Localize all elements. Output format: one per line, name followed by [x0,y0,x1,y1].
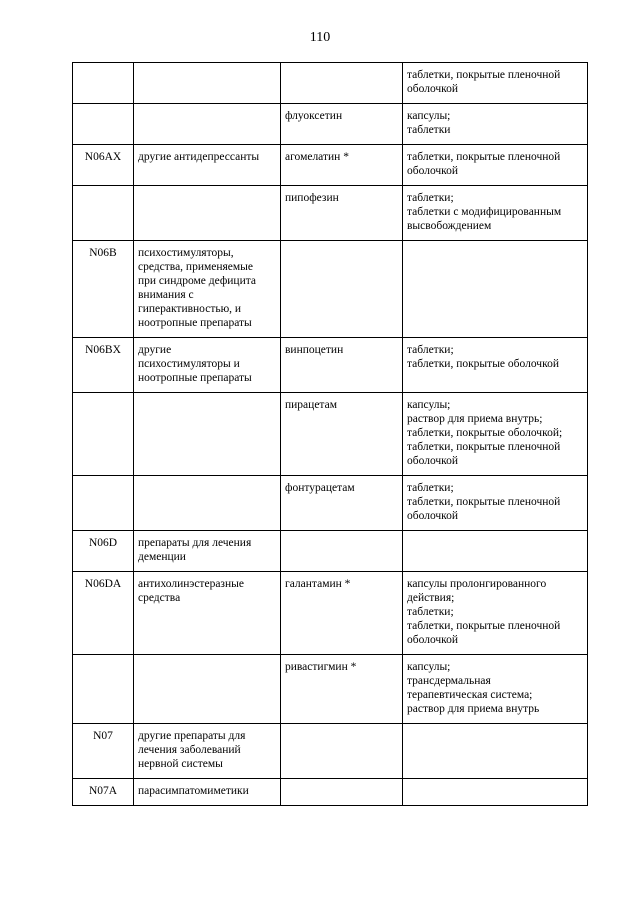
atc-code-cell [73,63,134,104]
atc-code-cell: N06BX [73,338,134,393]
table-row [73,145,588,186]
group-cell: парасимпатомиметики [134,779,281,806]
group-cell: другие препараты для лечения заболеваний нервной системы [134,724,281,779]
dosage-form-cell: таблетки; таблетки, покрытые оболочкой [403,338,588,393]
table-row [73,241,588,338]
group-cell: психостимуляторы, средства, применяемые при синдроме дефицита внимания с гиперактивностью, и ноотропные препараты [134,241,281,338]
dosage-form-cell [403,779,588,806]
group-cell [134,655,281,724]
table-row [73,531,588,572]
drug-name-cell: галантамин * [281,572,403,655]
drug-name-cell [281,779,403,806]
atc-code-cell: N06B [73,241,134,338]
atc-code-cell: N06D [73,531,134,572]
dosage-form-cell: таблетки; таблетки с модифицированным высвобождением [403,186,588,241]
group-cell: другие антидепрессанты [134,145,281,186]
drug-name-cell: агомелатин * [281,145,403,186]
dosage-form-cell: таблетки, покрытые пленочной оболочкой [403,145,588,186]
group-cell [134,393,281,476]
group-cell [134,104,281,145]
atc-code-cell: N06AX [73,145,134,186]
drug-name-cell: пипофезин [281,186,403,241]
drug-name-cell [281,531,403,572]
dosage-form-cell: капсулы; таблетки [403,104,588,145]
table-row [73,779,588,806]
atc-code-cell [73,104,134,145]
table-row [73,338,588,393]
dosage-form-cell: капсулы; трансдермальная терапевтическая система; раствор для приема внутрь [403,655,588,724]
drug-name-cell: винпоцетин [281,338,403,393]
atc-code-cell: N06DA [73,572,134,655]
table-row [73,393,588,476]
atc-code-cell [73,476,134,531]
page-number: 110 [309,30,331,45]
table-row [73,104,588,145]
drug-name-cell: фонтурацетам [281,476,403,531]
drug-name-cell [281,63,403,104]
table-row [73,572,588,655]
atc-code-cell: N07 [73,724,134,779]
drug-table [72,62,588,806]
group-cell: препараты для лечения деменции [134,531,281,572]
table-row [73,655,588,724]
drug-name-cell: ривастигмин * [281,655,403,724]
group-cell [134,63,281,104]
atc-code-cell [73,186,134,241]
group-cell [134,476,281,531]
table-row [73,63,588,104]
atc-code-cell [73,655,134,724]
table-row [73,186,588,241]
dosage-form-cell [403,724,588,779]
dosage-form-cell [403,531,588,572]
table-row [73,476,588,531]
dosage-form-cell: таблетки, покрытые пленочной оболочкой [403,63,588,104]
dosage-form-cell [403,241,588,338]
group-cell: другие психостимуляторы и ноотропные препараты [134,338,281,393]
drug-name-cell [281,241,403,338]
dosage-form-cell: таблетки; таблетки, покрытые пленочной оболочкой [403,476,588,531]
group-cell [134,186,281,241]
drug-name-cell [281,724,403,779]
dosage-form-cell: капсулы; раствор для приема внутрь; таблетки, покрытые оболочкой; таблетки, покрытые пленочной оболочкой [403,393,588,476]
dosage-form-cell: капсулы пролонгированного действия; таблетки; таблетки, покрытые пленочной оболочкой [403,572,588,655]
drug-name-cell: флуоксетин [281,104,403,145]
atc-code-cell: N07A [73,779,134,806]
group-cell: антихолинэстеразные средства [134,572,281,655]
table-row [73,724,588,779]
atc-code-cell [73,393,134,476]
drug-name-cell: пирацетам [281,393,403,476]
